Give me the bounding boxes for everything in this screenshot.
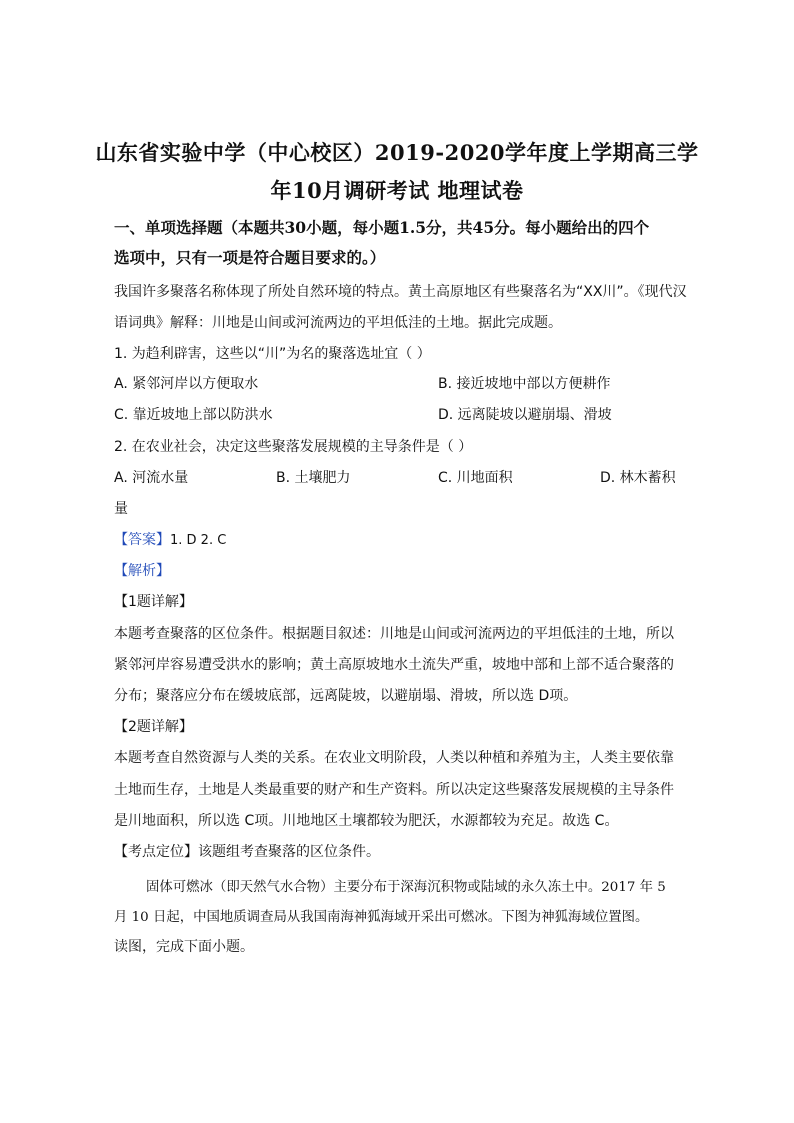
question-2-option-c: C. 川地面积 [438,470,513,486]
keypoint-tag: 【考点定位】 [114,844,198,860]
detail-1-line-2: 紧邻河岸容易遭受洪水的影响；黄土高原坡地水土流失严重，坡地中部和上部不适合聚落的 [114,657,674,673]
intro-line-2: 语词典》解释：川地是山间或河流两边的平坦低洼的土地。据此完成题。 [114,315,562,331]
question-2-option-d: D. 林木蓄积 [600,470,676,486]
question-2-option-b: B. 土壤肥力 [276,470,351,486]
keypoint-text: 该题组考查聚落的区位条件。 [198,844,380,860]
question-1-option-d: D. 远离陡坡以避崩塌、滑坡 [438,407,612,423]
passage-2-line-2: 月 10 日起，中国地质调查局从我国南海神狐海域开采出可燃冰。下图为神狐海域位置图。 [114,910,649,925]
analysis-tag: 【解析】 [114,563,170,579]
answer-text: 1. D 2. C [170,533,227,548]
question-2-option-d-wrap: 量 [114,501,128,517]
keypoint-line [114,841,380,861]
detail-1-line-1: 本题考查聚落的区位条件。根据题目叙述：川地是山间或河流两边的平坦低洼的土地，所以 [114,626,674,642]
question-1-stem: 1. 为趋利辟害，这些以“川”为名的聚落选址宜（ ） [114,346,431,362]
section-heading-line-2: 选项中，只有一项是符合题目要求的。） [114,248,386,267]
exam-title-line-1: 山东省实验中学（中心校区）2019-2020学年度上学期高三学 [95,140,699,165]
question-1-option-b: B. 接近坡地中部以方便耕作 [438,376,611,392]
question-1-option-c: C. 靠近坡地上部以防洪水 [114,407,273,423]
answer-tag: 【答案】 [114,532,170,548]
detail-2-heading: 【2题详解】 [114,719,193,735]
detail-2-line-2: 土地而生存，土地是人类最重要的财产和生产资料。所以决定这些聚落发展规模的主导条件 [114,782,674,798]
intro-line-1: 我国许多聚落名称体现了所处自然环境的特点。黄土高原地区有些聚落名为“XX川”。《现代汉 [114,284,687,300]
passage-2-line-3: 读图，完成下面小题。 [114,939,254,955]
section-heading-line-1: 一、单项选择题（本题共30小题，每小题1.5分，共45分。每小题给出的四个 [114,218,650,237]
answer-line [114,529,226,549]
question-2-stem: 2. 在农业社会，决定这些聚落发展规模的主导条件是（ ） [114,439,473,455]
detail-1-line-3: 分布；聚落应分布在缓坡底部，远离陡坡，以避崩塌、滑坡，所以选 D项。 [114,688,578,704]
question-2-option-a: A. 河流水量 [114,470,189,486]
passage-2-line-1: 固体可燃冰（即天然气水合物）主要分布于深海沉积物或陆域的永久冻土中。2017 年 5 [146,880,666,895]
exam-title-line-2: 年10月调研考试 地理试卷 [270,178,524,203]
question-1-option-a: A. 紧邻河岸以方便取水 [114,376,259,392]
detail-1-heading: 【1题详解】 [114,594,193,610]
detail-2-line-3: 是川地面积，所以选 C项。川地地区土壤都较为肥沃，水源都较为充足。故选 C。 [114,813,619,829]
detail-2-line-1: 本题考查自然资源与人类的关系。在农业文明阶段，人类以种植和养殖为主，人类主要依靠 [114,750,674,766]
